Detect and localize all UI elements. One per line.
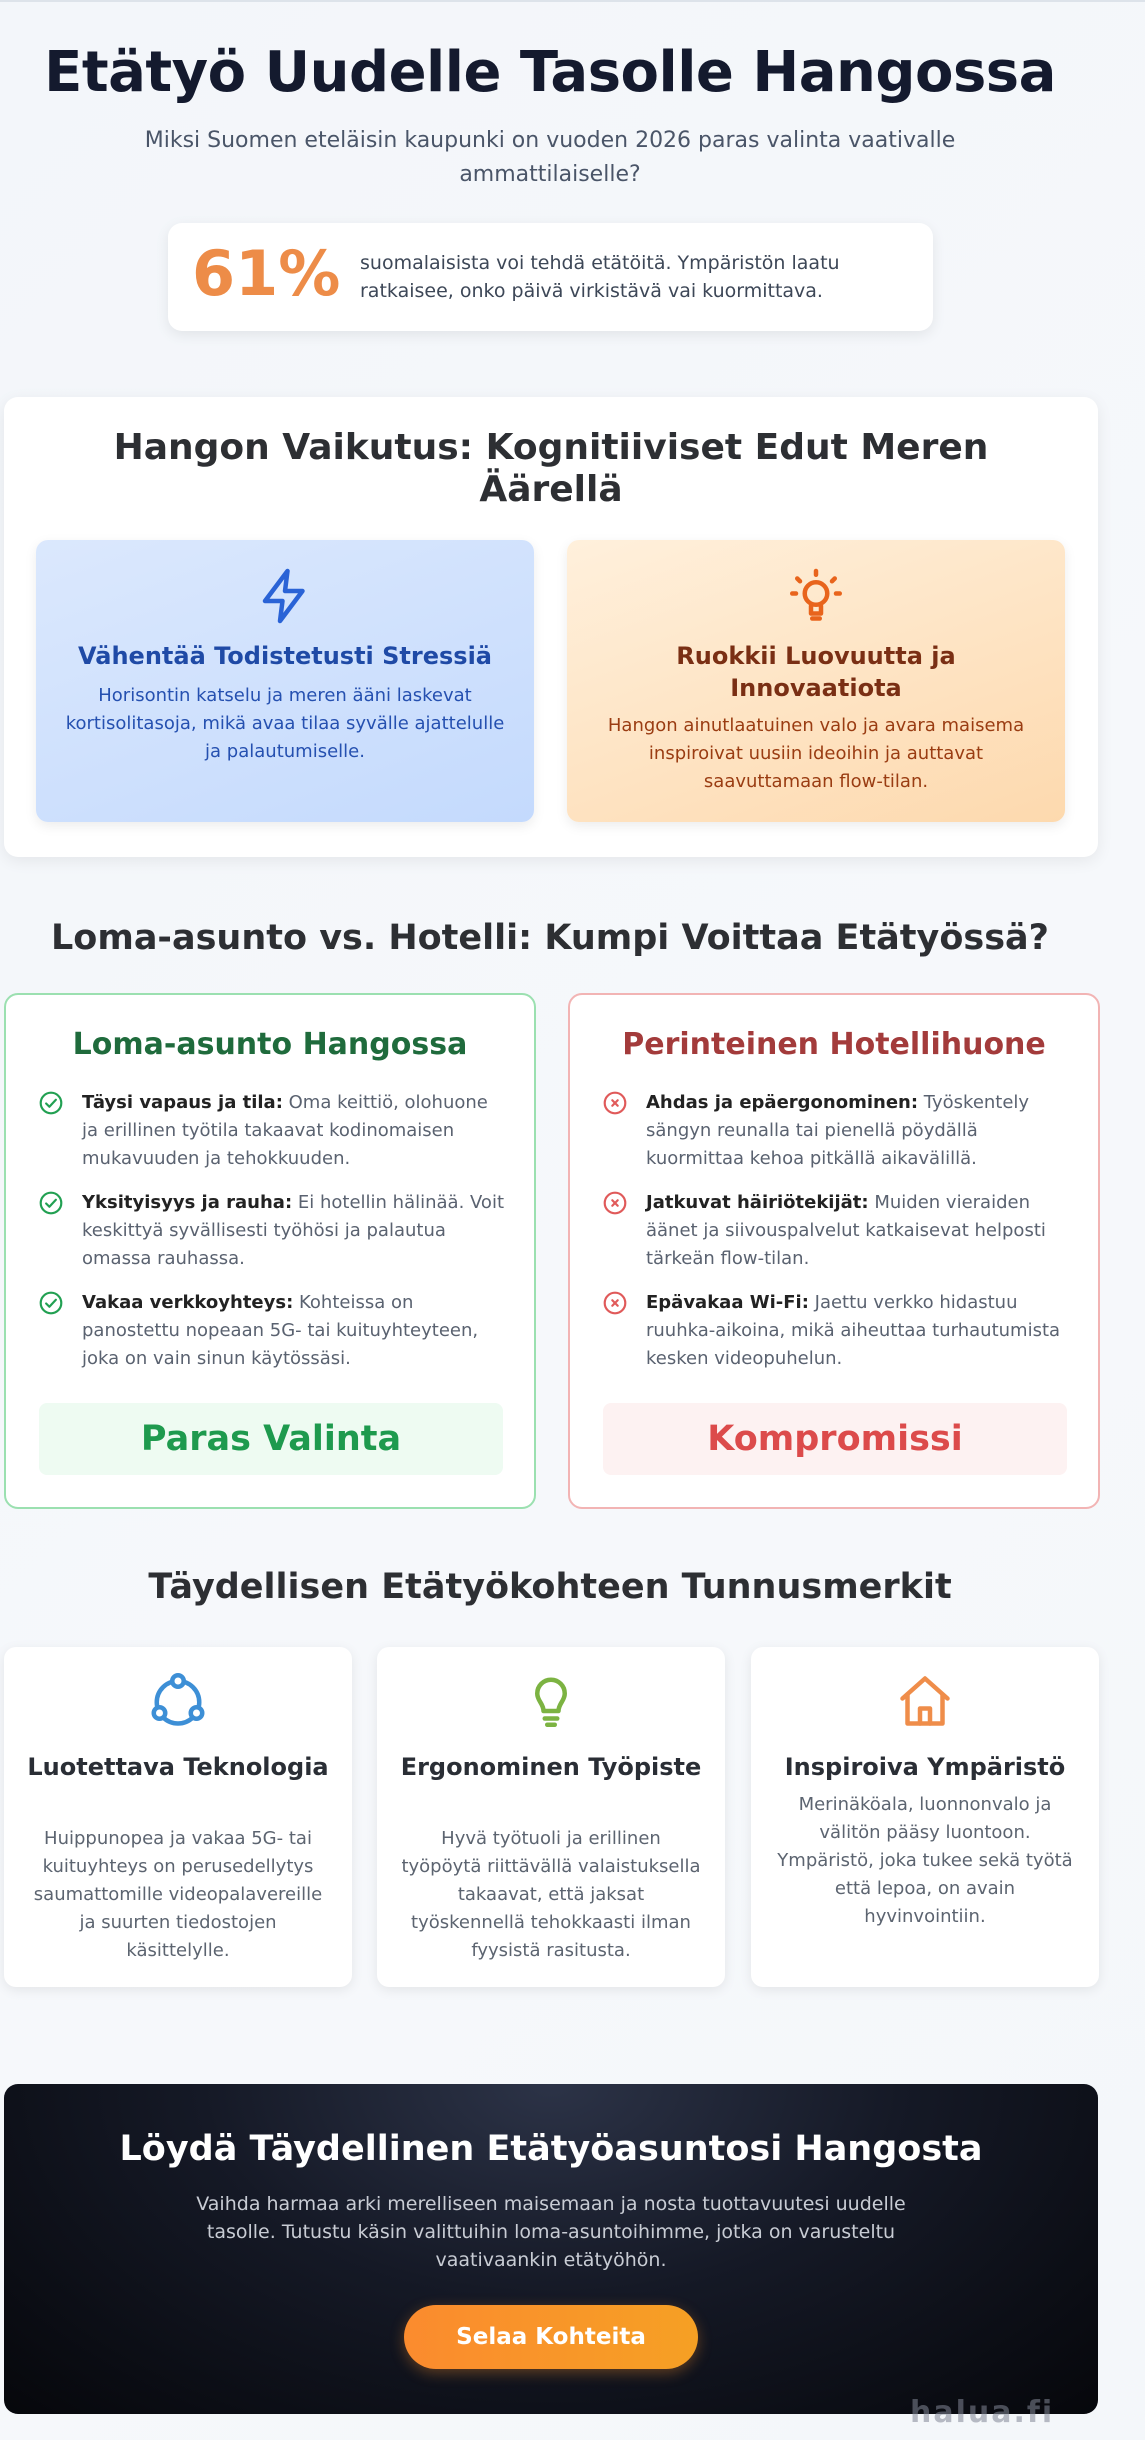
hallmark-card-environment (751, 1647, 1099, 1987)
item-bold: Ahdas ja epäergonominen: (646, 1092, 919, 1113)
lightning-icon (255, 566, 315, 626)
comparison-card-title: Loma-asunto Hangossa (72, 1027, 468, 1062)
browse-listings-button[interactable]: Selaa Kohteita (404, 2305, 698, 2369)
item-bold: Jatkuvat häiriötekijät: (646, 1192, 869, 1213)
comparison-title: Loma-asunto vs. Hotelli: Kumpi Voittaa Etätyössä? (51, 918, 1049, 958)
item-bold: Täysi vapaus ja tila: (82, 1092, 283, 1113)
item-text: Oma keittiö, olohuone ja erillinen työtila takaavat kodinomaisen mukavuuden ja tehokkuuden. (82, 1092, 488, 1169)
stat-value: 61% (192, 237, 341, 310)
check-circle-icon (38, 1090, 64, 1116)
cta-text: Vaihda harmaa arki merelliseen maisemaan ja nosta tuottavuutesi uudelle tasolle. Tutustu käsin valittuihin loma-asuntoihimme, jotka on varusteltu vaativaankin etätyöhön. (196, 2193, 906, 2271)
hallmark-card-technology (4, 1647, 352, 1987)
check-circle-icon (38, 1290, 64, 1316)
comparison-card-title: Perinteinen Hotellihuone (622, 1027, 1046, 1062)
top-divider (0, 0, 1145, 2)
verdict-badge: Kompromissi (603, 1403, 1067, 1475)
x-circle-icon (602, 1190, 628, 1216)
impact-title: Hangon Vaikutus: Kognitiiviset Edut Meren Äärellä (113, 427, 989, 510)
hallmark-title: Luotettava Teknologia (27, 1753, 329, 1781)
impact-section (4, 397, 1098, 857)
network-icon (148, 1671, 208, 1731)
lightbulb-icon (521, 1671, 581, 1731)
hallmark-card-ergonomics (377, 1647, 725, 1987)
check-circle-icon (38, 1190, 64, 1216)
comparison-card-hotel (568, 993, 1100, 1509)
hallmarks-title: Täydellisen Etätyökohteen Tunnusmerkit (148, 1567, 952, 1607)
comparison-card-cottage (4, 993, 536, 1509)
item-bold: Epävakaa Wi-Fi: (646, 1292, 809, 1313)
hallmark-title: Ergonominen Työpiste (400, 1753, 702, 1781)
feature-title: Vähentää Todistetusti Stressiä (78, 642, 492, 670)
hallmark-text: Merinäköala, luonnonvalo ja välitön pääsy luontoon. Ympäristö, joka tukee sekä työtä että lepoa, on avain hyvinvointiin. (777, 1794, 1073, 1927)
hallmark-text: Huippunopea ja vakaa 5G- tai kuituyhteys on perusedellytys saumattomille videopalavereille ja suurten tiedostojen käsittelylle. (33, 1828, 323, 1961)
cta-title: Löydä Täydellinen Etätyöasuntosi Hangosta (119, 2129, 983, 2169)
item-text: Muiden vieraiden äänet ja siivouspalvelut katkaisevat helposti tärkeän flow-tilan. (646, 1192, 1046, 1269)
item-text: Jaettu verkko hidastuu ruuhka-aikoina, mikä aiheuttaa turhautumista kesken videopuhelun. (646, 1292, 1061, 1369)
hallmark-text: Hyvä työtuoli ja erillinen työpöytä riittävällä valaistuksella takaavat, että jaksat työskennellä tehokkaasti ilman fyysistä rasitusta. (401, 1828, 701, 1961)
stat-text: suomalaisista voi tehdä etätöitä. Ympäristön laatu ratkaisee, onko päivä virkistävä vai kuormittava. (360, 252, 840, 302)
item-text: Työskentely sängyn reunalla tai pienellä pöydällä kuormittaa kehoa pitkällä aikavälillä. (646, 1092, 1030, 1169)
lightbulb-icon (786, 566, 846, 626)
item-text: Ei hotellin hälinää. Voit keskittyä syvällisesti työhösi ja palautua omassa rauhassa. (82, 1192, 504, 1269)
feature-text: Hangon ainutlaatuinen valo ja avara maisema inspiroivat uusiin ideoihin ja auttavat saavuttamaan flow-tilan. (607, 715, 1025, 792)
item-bold: Yksityisyys ja rauha: (82, 1192, 293, 1213)
feature-title: Ruokkii Luovuutta ja Innovaatiota (676, 642, 956, 702)
item-text: Kohteissa on panostettu nopeaan 5G- tai kuituyhteyteen, joka on vain sinun käytössäsi. (82, 1292, 479, 1369)
hallmark-title: Inspiroiva Ympäristö (784, 1753, 1066, 1781)
page-title: Etätyö Uudelle Tasolle Hangossa (44, 40, 1056, 105)
cta-banner (4, 2084, 1098, 2414)
watermark: halua.fi (910, 2395, 1055, 2430)
feature-card-stress (36, 540, 534, 822)
verdict-badge: Paras Valinta (39, 1403, 503, 1475)
item-bold: Vakaa verkkoyhteys: (82, 1292, 294, 1313)
x-circle-icon (602, 1290, 628, 1316)
stat-card (168, 223, 933, 331)
house-icon (895, 1671, 955, 1731)
page-subtitle: Miksi Suomen eteläisin kaupunki on vuoden 2026 paras valinta vaativalle ammattilaiselle? (144, 128, 956, 187)
feature-text: Horisontin katselu ja meren ääni laskevat kortisolitasoja, mikä avaa tilaa syvälle ajattelulle ja palautumiselle. (65, 685, 505, 762)
x-circle-icon (602, 1090, 628, 1116)
feature-card-creativity (567, 540, 1065, 822)
